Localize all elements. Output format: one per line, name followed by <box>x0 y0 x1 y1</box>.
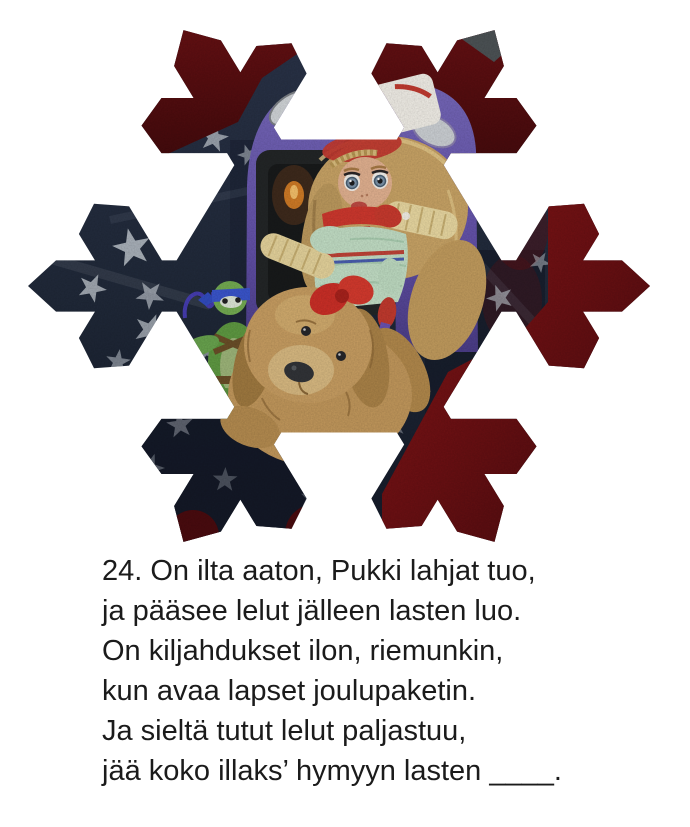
poem-line: ja pääsee lelut jälleen lasten luo. <box>102 595 522 627</box>
poem-line: Ja sieltä tutut lelut paljastuu, <box>102 715 467 747</box>
poem-line: kun avaa lapset joulupaketin. <box>102 675 477 707</box>
poem <box>102 551 662 791</box>
poem-line: 24. On ilta aaton, Pukki lahjat tuo, <box>102 555 536 587</box>
poem-line: On kiljahdukset ilon, riemunkin, <box>102 635 504 667</box>
poem-line: jää koko illaks’ hymyyn lasten ____. <box>102 755 562 787</box>
